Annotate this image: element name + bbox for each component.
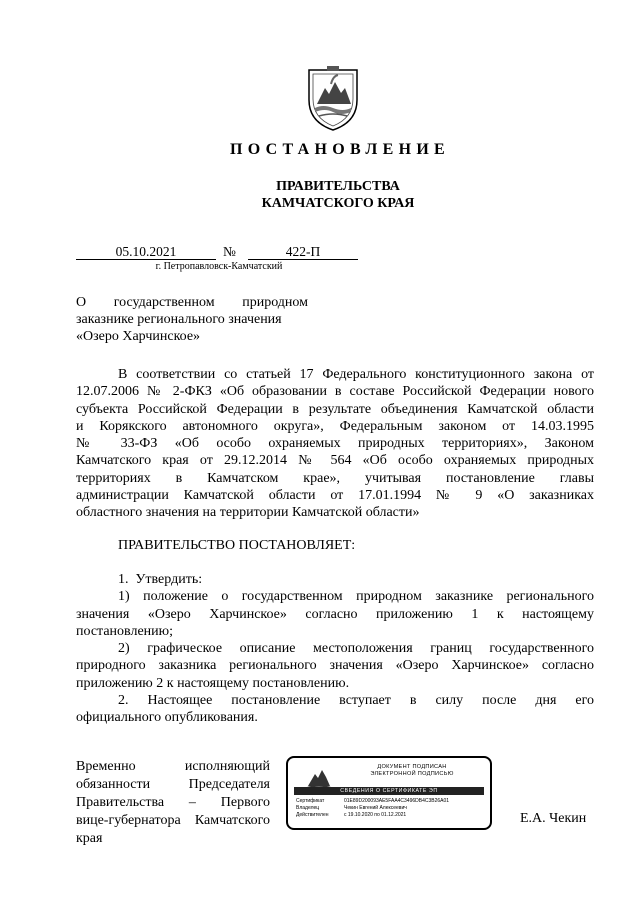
preamble-line: субъекта Российской Федерации в результате объединения Камчатской области (76, 401, 594, 417)
document-heading: ПОСТАНОВЛЕНИЕ (229, 141, 451, 158)
stamp-row (296, 805, 484, 812)
preamble-line: территориях в Камчатском крае», учитывая постановление главы (76, 470, 594, 486)
preamble-line: В соответствии со статьей 17 Федерального конституционного закона от (118, 367, 594, 382)
signer-name: Е.А. Чекин (520, 811, 587, 826)
stamp-row-key: Владелец (296, 805, 320, 811)
preamble-line: областного значения на территории Камчатской области» (76, 505, 420, 521)
preamble-paragraph (76, 366, 594, 522)
item-line: природного заказника регионального значения «Озеро Харчинское» согласно (76, 658, 594, 674)
kamchatka-coat-of-arms-icon (305, 66, 361, 132)
issuing-authority-line-1: ПРАВИТЕЛЬСТВА (276, 179, 400, 194)
number-underline (248, 259, 358, 260)
issue-city: г. Петропавловск-Камчатский (155, 261, 283, 272)
electronic-signature-stamp (286, 756, 492, 830)
subject-line: О государственном природном (76, 295, 308, 310)
decree-items (76, 571, 594, 727)
stamp-row-key: Действителен (296, 812, 329, 818)
stamp-header-line-1: ДОКУМЕНТ ПОДПИСАН (377, 764, 447, 770)
document-number: 422-П (285, 244, 321, 259)
signatory-line: обязанности Председателя (76, 777, 270, 792)
item-line: значения «Озеро Харчинское» согласно приложению 1 к настоящему (76, 606, 594, 622)
item-line: приложению 2 к настоящему постановлению. (76, 675, 350, 691)
stamp-row (296, 798, 484, 805)
signatory-line: Правительства – Первого (76, 795, 270, 810)
item-line: 1) положение о государственном природном заказнике регионального (118, 589, 594, 605)
item-line: 2. Настоящее постановление вступает в силу после дня его (118, 693, 594, 709)
stamp-certificate-bar: СВЕДЕНИЯ О СЕРТИФИКАТЕ ЭП (294, 787, 484, 795)
stamp-header-line-2: ЭЛЕКТРОННОЙ ПОДПИСЬЮ (370, 771, 454, 777)
stamp-header (338, 764, 486, 778)
subject-line: заказнике регионального значения (76, 312, 282, 327)
stamp-certificate-details (296, 798, 484, 819)
issuing-authority-line-2: КАМЧАТСКОГО КРАЯ (261, 196, 415, 211)
item-line: постановлению; (76, 623, 174, 639)
preamble-line: № 33-ФЗ «Об особо охраняемых природных территориях», Законом (76, 436, 594, 452)
stamp-row-value: 01E89D200093AE5FAA4C3496DB4C3B26A01 (344, 798, 450, 804)
stamp-row-value: Чекин Евгений Алексеевич (344, 805, 407, 811)
document-subject (76, 294, 308, 345)
signatory-line: вице-губернатора Камчатского (76, 813, 270, 828)
item-line: официального опубликования. (76, 710, 258, 726)
document-date: 05.10.2021 (115, 244, 177, 259)
issuing-authority (0, 178, 640, 212)
preamble-line: администрации Камчатской области от 17.01.1994 № 9 «О заказниках (76, 488, 594, 504)
item-line: 2) графическое описание местоположения границ государственного (118, 641, 594, 657)
signatory-line: Временно исполняющий (76, 759, 270, 774)
stamp-row-key: Сертификат (296, 798, 325, 804)
stamp-row-value: с 19.10.2020 по 01.12.2021 (344, 812, 407, 818)
subject-line: «Озеро Харчинское» (76, 329, 201, 344)
stamp-row (296, 812, 484, 819)
signatory-position (76, 758, 270, 848)
signatory-line: края (76, 831, 103, 846)
preamble-line: 12.07.2006 № 2-ФКЗ «Об образовании в составе Российской Федерации нового (76, 384, 594, 400)
date-number-line (76, 244, 366, 262)
number-sign: № (223, 244, 236, 259)
date-underline (76, 259, 216, 260)
preamble-line: Камчатского края от 29.12.2014 № 564 «Об особо охраняемых природных (76, 453, 594, 469)
item-line: 1. Утвердить: (118, 572, 203, 587)
decree-statement: ПРАВИТЕЛЬСТВО ПОСТАНОВЛЯЕТ: (118, 538, 356, 553)
preamble-line: и Корякского автономного округа», Федеральным законом от 14.03.1995 (76, 418, 594, 434)
